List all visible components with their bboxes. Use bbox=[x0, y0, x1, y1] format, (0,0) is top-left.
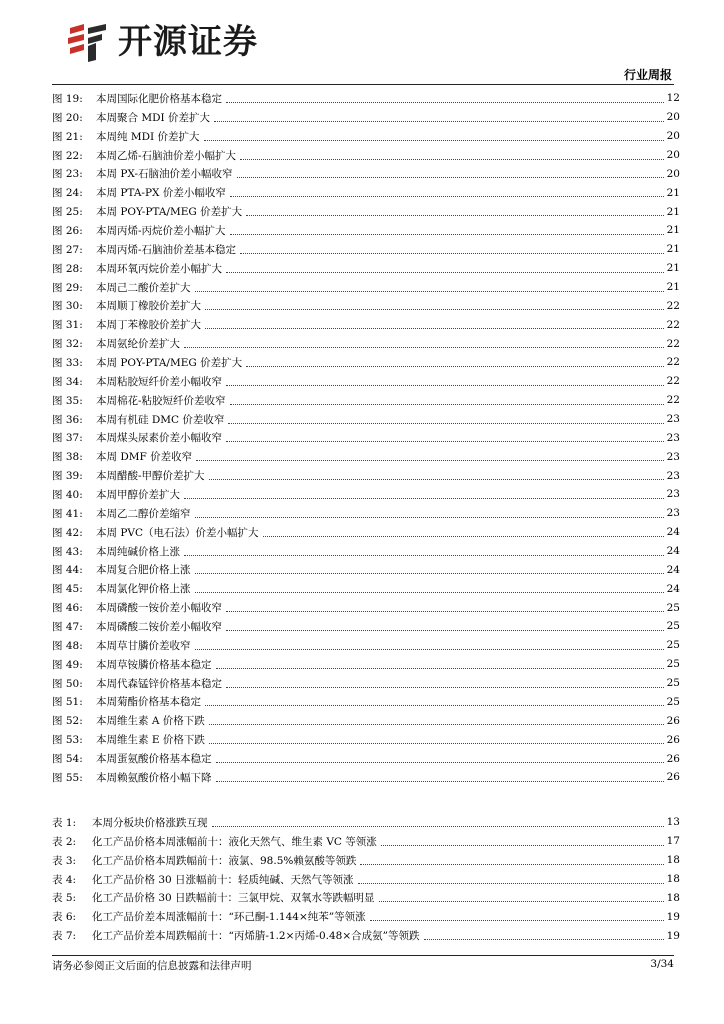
entry-title: 本周 PX-石脑油价差小幅收窄 bbox=[96, 168, 233, 181]
entry-page-number: 23 bbox=[666, 413, 680, 426]
entry-title: 化工产品价格本周跌幅前十：液氯、98.5%赖氨酸等领跌 bbox=[92, 854, 357, 867]
entry-page-number: 25 bbox=[666, 601, 680, 614]
entry-label: 图 22: bbox=[52, 149, 83, 162]
figure-list-item[interactable] bbox=[52, 560, 680, 579]
entry-page-number: 24 bbox=[666, 563, 680, 576]
entry-title: 化工产品价差本周跌幅前十：“丙烯腈-1.2×丙烯-0.48×合成氨”等领跌 bbox=[92, 930, 420, 943]
entry-label: 图 20: bbox=[52, 111, 83, 124]
dot-leader bbox=[216, 762, 665, 763]
dot-leader bbox=[226, 272, 664, 273]
entry-title: 本周磷酸二铵价差小幅收窄 bbox=[96, 620, 222, 633]
figure-list-item[interactable] bbox=[52, 334, 680, 353]
entry-title: 本周代森锰锌价格基本稳定 bbox=[96, 677, 222, 690]
entry-page-number: 22 bbox=[666, 299, 680, 312]
dot-leader bbox=[226, 630, 664, 631]
dot-leader bbox=[205, 328, 664, 329]
figure-list-item[interactable] bbox=[52, 146, 680, 165]
dot-leader bbox=[196, 460, 664, 461]
entry-title: 本周磷酸一铵价差小幅收窄 bbox=[96, 602, 222, 615]
figure-list-item[interactable] bbox=[52, 296, 680, 315]
entry-title: 本周 PTA-PX 价差小幅收窄 bbox=[96, 187, 226, 200]
entry-title: 本周草铵膦价格基本稳定 bbox=[96, 658, 212, 671]
entry-title: 本周乙烯-石脑油价差小幅扩大 bbox=[96, 149, 237, 162]
entry-page-number: 21 bbox=[666, 205, 680, 218]
page-header bbox=[0, 0, 724, 90]
dot-leader bbox=[209, 724, 664, 725]
entry-label: 图 34: bbox=[52, 375, 83, 388]
entry-title: 本周己二酸价差扩大 bbox=[96, 281, 191, 294]
entry-title: 化工产品价格本周涨幅前十：液化天然气、维生素 VC 等领涨 bbox=[92, 835, 377, 848]
entry-label: 表 7: bbox=[52, 930, 77, 943]
entry-page-number: 25 bbox=[666, 677, 680, 690]
entry-label: 图 49: bbox=[52, 658, 83, 671]
figure-list-item[interactable] bbox=[52, 221, 680, 240]
entry-label: 图 43: bbox=[52, 545, 83, 558]
entry-label: 图 45: bbox=[52, 583, 83, 596]
entry-label: 图 48: bbox=[52, 639, 83, 652]
entry-title: 本周 POY-PTA/MEG 价差扩大 bbox=[96, 356, 243, 369]
brand-name: 开源证券 bbox=[118, 22, 258, 62]
entry-page-number: 26 bbox=[666, 714, 680, 727]
entry-label: 表 3: bbox=[52, 854, 77, 867]
entry-page-number: 23 bbox=[666, 450, 680, 463]
table-list-item[interactable] bbox=[52, 813, 680, 832]
dot-leader bbox=[246, 366, 664, 367]
entry-title: 本周棉花-粘胶短纤价差收窄 bbox=[96, 394, 226, 407]
dot-leader bbox=[209, 479, 664, 480]
dot-leader bbox=[240, 253, 664, 254]
entry-label: 图 19: bbox=[52, 92, 83, 105]
entry-page-number: 22 bbox=[666, 375, 680, 388]
entry-page-number: 21 bbox=[666, 243, 680, 256]
entry-page-number: 25 bbox=[666, 695, 680, 708]
dot-leader bbox=[226, 385, 664, 386]
entry-title: 本周有机硅 DMC 价差收窄 bbox=[96, 413, 225, 426]
entry-title: 本周煤头尿素价差小幅收窄 bbox=[96, 432, 222, 445]
figure-list-item[interactable] bbox=[52, 711, 680, 730]
figure-list-item[interactable] bbox=[52, 353, 680, 372]
entry-title: 化工产品价差本周涨幅前十：“环己酮-1.144×纯苯”等领涨 bbox=[92, 911, 366, 924]
table-list-item[interactable] bbox=[52, 888, 680, 907]
footer-divider bbox=[52, 955, 674, 956]
entry-title: 本周丙烯-石脑油价差基本稳定 bbox=[96, 243, 237, 256]
entry-label: 图 26: bbox=[52, 224, 83, 237]
entry-label: 图 42: bbox=[52, 526, 83, 539]
figure-list-item[interactable] bbox=[52, 127, 680, 146]
figure-list-item[interactable] bbox=[52, 372, 680, 391]
entry-page-number: 22 bbox=[666, 356, 680, 369]
entry-label: 图 30: bbox=[52, 300, 83, 313]
dot-leader bbox=[237, 177, 664, 178]
entry-page-number: 23 bbox=[666, 507, 680, 520]
dot-leader bbox=[228, 423, 664, 424]
brand-logo bbox=[66, 22, 258, 62]
entry-title: 本周维生素 A 价格下跌 bbox=[96, 715, 205, 728]
dot-leader bbox=[381, 845, 664, 846]
figure-list-item[interactable] bbox=[52, 240, 680, 259]
entry-page-number: 23 bbox=[666, 469, 680, 482]
figure-list-item[interactable] bbox=[52, 410, 680, 429]
entry-title: 本周分板块价格涨跌互现 bbox=[92, 816, 208, 829]
entry-page-number: 21 bbox=[666, 281, 680, 294]
entry-label: 表 4: bbox=[52, 873, 77, 886]
entry-label: 图 40: bbox=[52, 488, 83, 501]
dot-leader bbox=[226, 687, 664, 688]
entry-label: 图 52: bbox=[52, 715, 83, 728]
figure-list-item[interactable] bbox=[52, 428, 680, 447]
figure-list-item[interactable] bbox=[52, 768, 680, 787]
table-list-item[interactable] bbox=[52, 870, 680, 889]
entry-label: 图 53: bbox=[52, 734, 83, 747]
entry-label: 图 21: bbox=[52, 130, 83, 143]
entry-label: 图 28: bbox=[52, 262, 83, 275]
dot-leader bbox=[424, 939, 664, 940]
figure-list-item[interactable] bbox=[52, 542, 680, 561]
entry-page-number: 26 bbox=[666, 771, 680, 784]
figure-list-item[interactable] bbox=[52, 315, 680, 334]
entry-label: 图 33: bbox=[52, 356, 83, 369]
entry-label: 图 31: bbox=[52, 319, 83, 332]
entry-title: 本周聚合 MDI 价差扩大 bbox=[96, 111, 210, 124]
dot-leader bbox=[358, 883, 664, 884]
dot-leader bbox=[226, 441, 664, 442]
figure-index bbox=[52, 89, 680, 787]
entry-label: 表 1: bbox=[52, 816, 77, 829]
entry-title: 本周顺丁橡胶价差扩大 bbox=[96, 300, 201, 313]
figure-list-item[interactable] bbox=[52, 108, 680, 127]
dot-leader bbox=[240, 159, 664, 160]
entry-title: 本周 DMF 价差收窄 bbox=[96, 451, 193, 464]
entry-page-number: 22 bbox=[666, 318, 680, 331]
entry-title: 本周醋酸-甲醇价差扩大 bbox=[96, 470, 205, 483]
entry-title: 本周草甘膦价差收窄 bbox=[96, 639, 191, 652]
entry-page-number: 17 bbox=[666, 835, 680, 848]
entry-title: 化工产品价格 30 日跌幅前十：三氯甲烷、双氧水等跌幅明显 bbox=[92, 892, 375, 905]
figure-list-item[interactable] bbox=[52, 636, 680, 655]
entry-label: 图 36: bbox=[52, 413, 83, 426]
dot-leader bbox=[379, 901, 664, 902]
entry-page-number: 20 bbox=[666, 167, 680, 180]
entry-page-number: 19 bbox=[666, 910, 680, 923]
entry-label: 图 47: bbox=[52, 620, 83, 633]
entry-page-number: 24 bbox=[666, 545, 680, 558]
entry-label: 图 50: bbox=[52, 677, 83, 690]
table-list-item[interactable] bbox=[52, 851, 680, 870]
entry-title: 本周氨纶价差扩大 bbox=[96, 338, 180, 351]
entry-title: 本周菊酯价格基本稳定 bbox=[96, 696, 201, 709]
table-list-item[interactable] bbox=[52, 926, 680, 945]
entry-label: 图 25: bbox=[52, 206, 83, 219]
entry-page-number: 22 bbox=[666, 337, 680, 350]
kaiyuan-logo-icon bbox=[66, 22, 110, 62]
figure-list-item[interactable] bbox=[52, 466, 680, 485]
entry-title: 本周蛋氨酸价格基本稳定 bbox=[96, 753, 212, 765]
entry-label: 图 44: bbox=[52, 564, 83, 577]
entry-title: 本周复合肥价格上涨 bbox=[96, 564, 191, 577]
dot-leader bbox=[195, 517, 665, 518]
dot-leader bbox=[209, 743, 664, 744]
dot-leader bbox=[370, 920, 664, 921]
report-type-label: 行业周报 bbox=[623, 68, 672, 82]
entry-title: 本周粘胶短纤价差小幅收窄 bbox=[96, 375, 222, 388]
dot-leader bbox=[205, 705, 664, 706]
dot-leader bbox=[216, 668, 665, 669]
table-list-item[interactable] bbox=[52, 907, 680, 926]
entry-label: 表 2: bbox=[52, 835, 77, 848]
dot-leader bbox=[195, 291, 665, 292]
entry-page-number: 26 bbox=[666, 752, 680, 765]
entry-title: 化工产品价格 30 日涨幅前十：轻质纯碱、天然气等领涨 bbox=[92, 873, 354, 886]
table-index bbox=[52, 813, 680, 945]
entry-label: 图 46: bbox=[52, 602, 83, 615]
entry-title: 本周甲醇价差扩大 bbox=[96, 488, 180, 501]
entry-title: 本周国际化肥价格基本稳定 bbox=[96, 92, 222, 105]
entry-page-number: 25 bbox=[666, 639, 680, 652]
figure-list-item[interactable] bbox=[52, 89, 680, 108]
dot-leader bbox=[214, 121, 664, 122]
entry-title: 本周丁苯橡胶价差扩大 bbox=[96, 319, 201, 332]
entry-page-number: 18 bbox=[666, 873, 680, 885]
entry-label: 图 41: bbox=[52, 507, 83, 520]
dot-leader bbox=[226, 102, 664, 103]
figure-list-item[interactable] bbox=[52, 749, 680, 768]
entry-page-number: 21 bbox=[666, 224, 680, 237]
entry-label: 图 24: bbox=[52, 187, 83, 200]
figure-list-item[interactable] bbox=[52, 183, 680, 202]
entry-page-number: 21 bbox=[666, 262, 680, 275]
figure-list-item[interactable] bbox=[52, 164, 680, 183]
figure-list-item[interactable] bbox=[52, 278, 680, 297]
entry-title: 本周维生素 E 价格下跌 bbox=[96, 734, 205, 747]
figure-list-item[interactable] bbox=[52, 598, 680, 617]
dot-leader bbox=[212, 826, 665, 827]
entry-title: 本周乙二醇价差缩窄 bbox=[96, 507, 191, 520]
dot-leader bbox=[230, 234, 664, 235]
dot-leader bbox=[230, 196, 664, 197]
entry-label: 表 5: bbox=[52, 892, 77, 905]
entry-label: 图 51: bbox=[52, 696, 83, 709]
entry-label: 图 27: bbox=[52, 243, 83, 256]
entry-page-number: 25 bbox=[666, 658, 680, 671]
entry-page-number: 23 bbox=[666, 431, 680, 444]
dot-leader bbox=[184, 347, 664, 348]
dot-leader bbox=[195, 649, 665, 650]
figure-list-item[interactable] bbox=[52, 730, 680, 749]
entry-page-number: 18 bbox=[666, 891, 680, 904]
entry-label: 表 6: bbox=[52, 911, 77, 924]
entry-page-number: 12 bbox=[666, 92, 680, 105]
dot-leader bbox=[184, 498, 664, 499]
dot-leader bbox=[216, 781, 665, 782]
entry-title: 本周环氧丙烷价差小幅扩大 bbox=[96, 262, 222, 275]
dot-leader bbox=[360, 864, 664, 865]
figure-list-item[interactable] bbox=[52, 579, 680, 598]
entry-label: 图 54: bbox=[52, 753, 83, 765]
dot-leader bbox=[184, 555, 664, 556]
figure-list-item[interactable] bbox=[52, 447, 680, 466]
figure-list-item[interactable] bbox=[52, 259, 680, 278]
entry-label: 图 39: bbox=[52, 470, 83, 483]
entry-title: 本周丙烯-丙烷价差小幅扩大 bbox=[96, 224, 226, 237]
entry-title: 本周纯 MDI 价差扩大 bbox=[96, 130, 200, 143]
entry-title: 本周纯碱价格上涨 bbox=[96, 545, 180, 558]
entry-title: 本周赖氨酸价格小幅下降 bbox=[96, 771, 212, 784]
dot-leader bbox=[195, 573, 665, 574]
dot-leader bbox=[204, 140, 665, 141]
entry-label: 图 23: bbox=[52, 168, 83, 181]
entry-page-number: 25 bbox=[666, 620, 680, 633]
entry-page-number: 20 bbox=[666, 111, 680, 124]
entry-page-number: 24 bbox=[666, 582, 680, 595]
page-number: 3/34 bbox=[650, 958, 674, 970]
entry-title: 本周 PVC（电石法）价差小幅扩大 bbox=[96, 526, 259, 539]
entry-title: 本周氯化钾价格上涨 bbox=[96, 583, 191, 596]
entry-page-number: 18 bbox=[666, 854, 680, 867]
entry-label: 图 32: bbox=[52, 338, 83, 351]
entry-page-number: 23 bbox=[666, 488, 680, 501]
entry-label: 图 38: bbox=[52, 451, 83, 464]
entry-label: 图 35: bbox=[52, 394, 83, 407]
entry-label: 图 55: bbox=[52, 771, 83, 784]
header-divider bbox=[52, 84, 674, 85]
footer-disclaimer: 请务必参阅正文后面的信息披露和法律声明 bbox=[52, 960, 252, 972]
dot-leader bbox=[205, 309, 664, 310]
entry-page-number: 20 bbox=[666, 149, 680, 161]
entry-label: 图 29: bbox=[52, 281, 83, 294]
entry-title: 本周 POY-PTA/MEG 价差扩大 bbox=[96, 206, 243, 219]
entry-page-number: 24 bbox=[666, 526, 680, 539]
figure-list-item[interactable] bbox=[52, 617, 680, 636]
entry-label: 图 37: bbox=[52, 432, 83, 445]
dot-leader bbox=[226, 611, 664, 612]
dot-leader bbox=[263, 536, 664, 537]
table-list-item[interactable] bbox=[52, 832, 680, 851]
entry-page-number: 19 bbox=[666, 929, 680, 942]
figure-list-item[interactable] bbox=[52, 655, 680, 674]
dot-leader bbox=[230, 404, 664, 405]
dot-leader bbox=[195, 592, 665, 593]
entry-page-number: 26 bbox=[666, 733, 680, 746]
entry-page-number: 20 bbox=[666, 130, 680, 143]
figure-list-item[interactable] bbox=[52, 693, 680, 712]
figure-list-item[interactable] bbox=[52, 674, 680, 693]
figure-list-item[interactable] bbox=[52, 504, 680, 523]
figure-list-item[interactable] bbox=[52, 391, 680, 410]
figure-list-item[interactable] bbox=[52, 523, 680, 542]
entry-page-number: 22 bbox=[666, 394, 680, 407]
entry-page-number: 13 bbox=[666, 816, 680, 829]
figure-list-item[interactable] bbox=[52, 202, 680, 221]
dot-leader bbox=[246, 215, 664, 216]
entry-page-number: 21 bbox=[666, 186, 680, 199]
figure-list-item[interactable] bbox=[52, 485, 680, 504]
